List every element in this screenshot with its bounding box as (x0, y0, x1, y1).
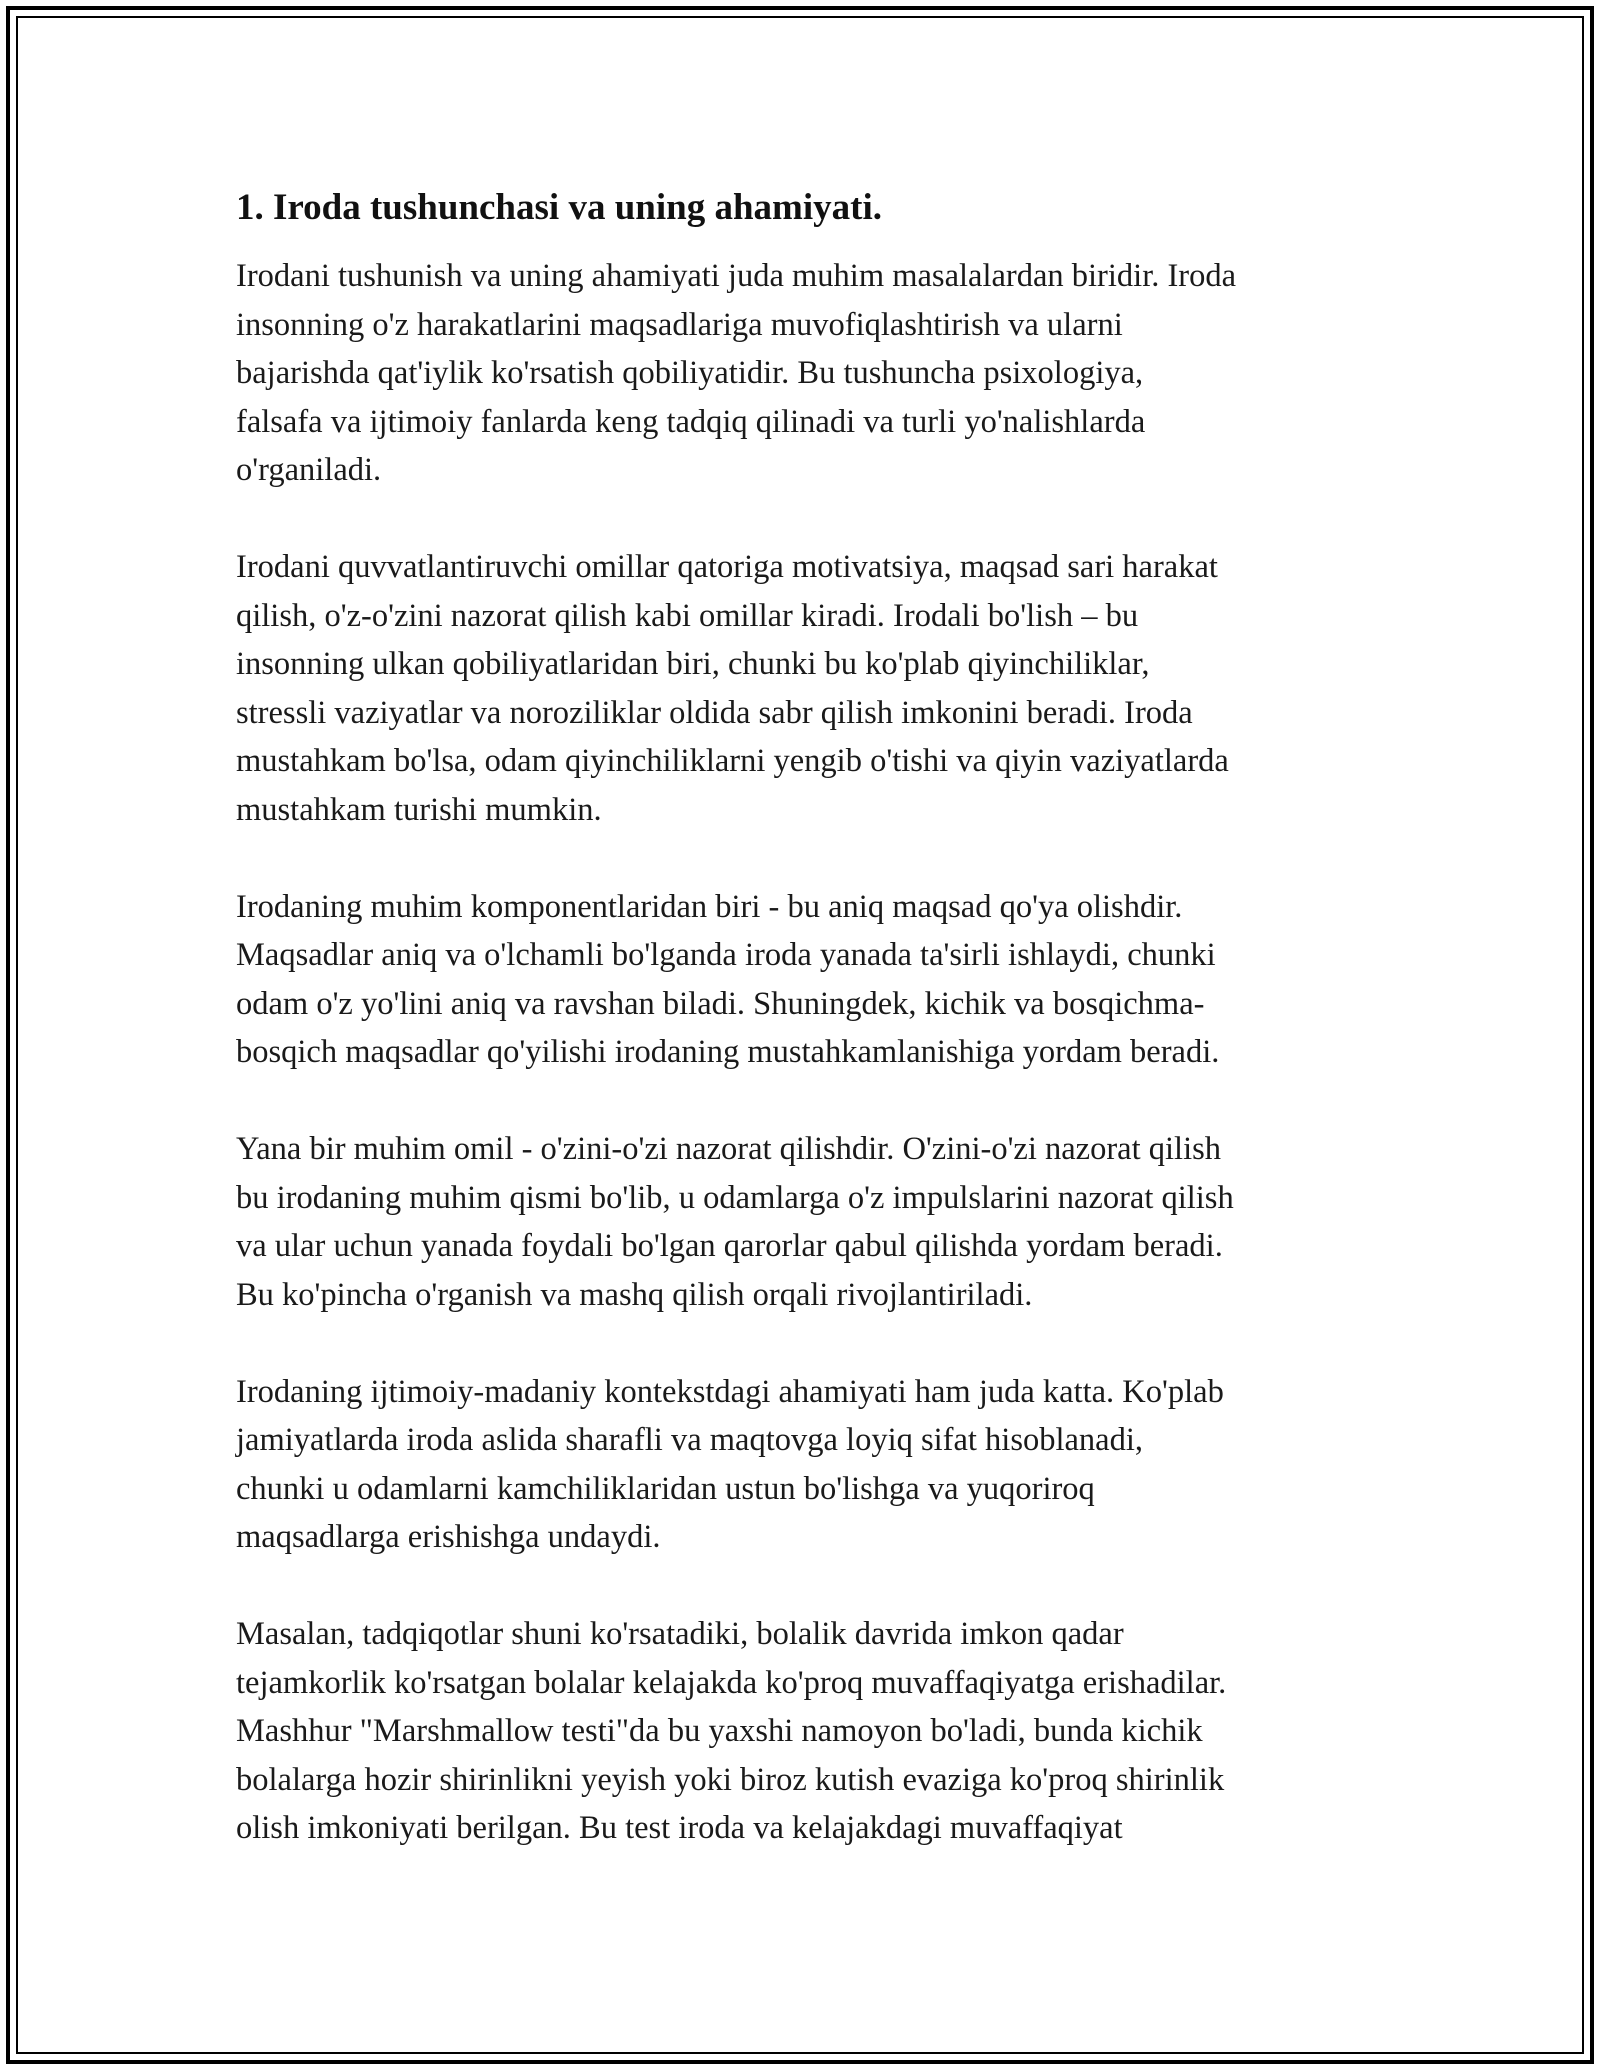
text-line: odam o'z yo'lini aniq va ravshan biladi. Shuningdek, kichik va bosqichma- (236, 985, 1205, 1022)
text-line: mustahkam turishi mumkin. (236, 791, 602, 828)
document-body (236, 184, 1376, 1901)
text-line: maqsadlarga erishishga undaydi. (236, 1519, 661, 1555)
text-line: Maqsadlar aniq va o'lchamli bo'lganda iroda yanada ta'sirli ishlaydi, chunki (236, 937, 1216, 973)
text-line: Masalan, tadqiqotlar shuni ko'rsatadiki, bolalik davrida imkon qadar (236, 1616, 1124, 1652)
paragraph-6 (236, 1610, 1376, 1853)
text-line: tejamkorlik ko'rsatgan bolalar kelajakda ko'proq muvaffaqiyatga erishadilar. (236, 1664, 1227, 1701)
text-line: bajarishda qat'iylik ko'rsatish qobiliyatidir. Bu tushuncha psixologiya, (236, 355, 1144, 391)
page-title: 1. Iroda tushunchasi va uning ahamiyati. (236, 187, 882, 228)
text-line: chunki u odamlarni kamchiliklaridan ustun bo'lishga va yuqoriroq (236, 1470, 1095, 1507)
text-line: bolalarga hozir shirinlikni yeyish yoki biroz kutish evaziga ko'proq shirinlik (236, 1761, 1225, 1798)
text-line: Bu ko'pincha o'rganish va mashq qilish orqali rivojlantiriladi. (236, 1276, 1033, 1313)
text-line: insonning ulkan qobiliyatlaridan biri, chunki bu ko'plab qiyinchiliklar, (236, 646, 1150, 682)
text-line: insonning o'z harakatlarini maqsadlariga muvofiqlashtirish va ularni (236, 306, 1123, 343)
paragraph-1 (236, 252, 1376, 495)
text-line: qilish, o'z-o'zini nazorat qilish kabi omillar kiradi. Irodali bo'lish – bu (236, 597, 1139, 634)
text-line: Mashhur "Marshmallow testi"da bu yaxshi namoyon bo'ladi, bunda kichik (236, 1713, 1203, 1749)
text-line: Irodaning muhim komponentlaridan biri - bu aniq maqsad qo'ya olishdir. (236, 888, 1183, 925)
text-line: falsafa va ijtimoiy fanlarda keng tadqiq qilinadi va turli yo'nalishlarda (236, 403, 1146, 440)
text-line: va ular uchun yanada foydali bo'lgan qarorlar qabul qilishda yordam beradi. (236, 1228, 1223, 1264)
text-line: Irodaning ijtimoiy-madaniy kontekstdagi ahamiyati ham juda katta. Ko'plab (236, 1373, 1224, 1410)
text-line: jamiyatlarda iroda aslida sharafli va maqtovga loyiq sifat hisoblanadi, (236, 1422, 1144, 1458)
text-line: o'rganiladi. (236, 452, 382, 488)
paragraph-3 (236, 883, 1376, 1077)
text-line: bu irodaning muhim qismi bo'lib, u odamlarga o'z impulslarini nazorat qilish (236, 1179, 1234, 1216)
text-line: Irodani tushunish va uning ahamiyati juda muhim masalalardan biridir. Iroda (236, 258, 1237, 294)
text-line: Yana bir muhim omil - o'zini-o'zi nazorat qilishdir. O'zini-o'zi nazorat qilish (236, 1131, 1221, 1167)
text-line: mustahkam bo'lsa, odam qiyinchiliklarni yengib o'tishi va qiyin vaziyatlarda (236, 743, 1229, 779)
paragraph-2 (236, 543, 1376, 834)
paragraph-4 (236, 1125, 1376, 1319)
text-line: Irodani quvvatlantiruvchi omillar qatoriga motivatsiya, maqsad sari harakat (236, 549, 1218, 585)
text-line: olish imkoniyati berilgan. Bu test iroda va kelajakdagi muvaffaqiyat (236, 1810, 1123, 1846)
text-line: stressli vaziyatlar va noroziliklar oldida sabr qilish imkonini beradi. Iroda (236, 694, 1193, 731)
paragraph-5 (236, 1368, 1376, 1562)
text-line: bosqich maqsadlar qo'yilishi irodaning mustahkamlanishiga yordam beradi. (236, 1034, 1220, 1070)
